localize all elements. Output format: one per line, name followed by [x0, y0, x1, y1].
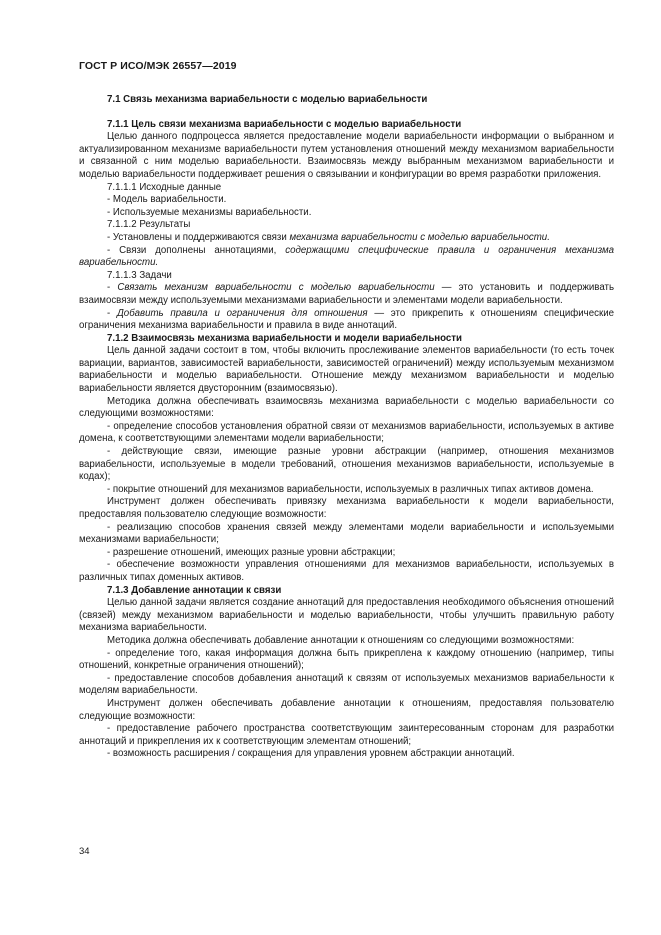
- standard-header: ГОСТ Р ИСО/МЭК 26557—2019: [79, 60, 237, 72]
- body-paragraph: Инструмент должен обеспечивать привязку механизма вариабельности к модели вариабельности, предоставляя пользователю следующие возможности:: [79, 496, 614, 520]
- document-body: [79, 94, 614, 761]
- body-paragraph: 7.1.1.2 Результаты: [107, 219, 191, 231]
- text-run: — это установить и поддерживать взаимосвязи между используемыми механизмами вариабельности и элементами модели вариабельности.: [79, 282, 614, 306]
- body-paragraph: - покрытие отношений для механизмов вариабельности, используемых в различных типах активов домена.: [107, 483, 594, 495]
- body-paragraph: - разрешение отношений, имеющих разные уровни абстракции;: [107, 546, 396, 558]
- subsection-heading: 7.1.1 Цель связи механизма вариабельности с моделью вариабельности: [107, 118, 462, 130]
- italic-text: содержащими специфические правила и ограничения механизма вариабельности.: [79, 244, 614, 269]
- body-paragraph: Инструмент должен обеспечивать добавление аннотации к отношениям, предоставляя пользователю следующие возможности:: [79, 697, 614, 722]
- body-paragraph: [79, 232, 614, 245]
- body-paragraph: - возможность расширения / сокращения для управления уровнем абстракции аннотаций.: [107, 748, 515, 760]
- body-paragraph: - определение способов установления обратной связи от механизмов вариабельности, используемых в активе домена, к соответствующими элементами модели вариабельности;: [79, 420, 614, 445]
- text-run: -: [107, 307, 117, 319]
- text-run: - Связи дополнены аннотациями,: [107, 244, 286, 256]
- body-paragraph: [79, 308, 614, 333]
- text-run: -: [107, 282, 118, 294]
- body-paragraph: - действующие связи, имеющие разные уровни абстракции (например, отношения механизмов вариабельности, используемые в модели требований, отношения механизмов вариабельности, используемые в кодах);: [79, 446, 614, 483]
- body-paragraph: Цель данной задачи состоит в том, чтобы включить прослеживание элементов вариабельности (то есть точек вариации, вариантов, зависимостей вариабельности, зависимостей ограничений) между используемым механизмом вариабельности и моделью вариабельности. Отношение между механизмом вариабельности и моделью вариабельности является двусторонним (взаимосвязью).: [79, 345, 614, 395]
- text-run: - Установлены и поддерживаются связи: [107, 231, 290, 243]
- body-paragraph: 7.1.1.1 Исходные данные: [107, 181, 222, 193]
- body-paragraph: - обеспечение возможности управления отношениями для механизмов вариабельности, используемых в различных типах доменных активов.: [79, 559, 614, 583]
- body-paragraph: [79, 282, 614, 307]
- page-number: 34: [79, 846, 90, 857]
- body-paragraph: - реализацию способов хранения связей между элементами модели вариабельности и используемыми механизмами вариабельности;: [79, 521, 614, 546]
- body-paragraph: - предоставление способов добавления аннотаций к связям от используемых механизмов вариабельности к моделям вариабельности.: [79, 672, 614, 697]
- italic-text: Связать механизм вариабельности с моделью вариабельности: [117, 282, 435, 294]
- body-paragraph: Методика должна обеспечивать добавление аннотации к отношениям со следующими возможностями:: [107, 634, 575, 646]
- text-run: — это прикрепить к отношениям специфические ограничения механизма вариабельности и правила в виде аннотаций.: [79, 307, 614, 332]
- body-paragraph: Целью данного подпроцесса является предоставление модели вариабельности информации о выбранном и актуализированном механизме вариабельности путем установления отношений между механизмом вариабельности и связанной с ним моделью вариабельности. Взаимосвязь между выбранным механизмом вариабельности и моделью вариабельности поддерживает решения о связывании и конфигурации во время разработки приложения.: [79, 131, 614, 180]
- italic-text: Добавить правила и ограничения для отношения: [116, 307, 368, 319]
- body-paragraph: - предоставление рабочего пространства соответствующим заинтересованным сторонам для разработки аннотаций и прикрепления их к соответствующим элементам отношений;: [79, 723, 614, 747]
- subsection-heading: 7.1.3 Добавление аннотации к связи: [107, 584, 282, 596]
- body-paragraph: - определение того, какая информация должна быть прикреплена к каждому отношению (например, типы отношений, конкретные ограничения отношений);: [79, 647, 614, 672]
- body-paragraph: [79, 245, 614, 270]
- body-paragraph: 7.1.1.3 Задачи: [107, 269, 172, 281]
- body-paragraph: Методика должна обеспечивать взаимосвязь механизма вариабельности с моделью вариабельности со следующими возможностями:: [79, 395, 614, 420]
- body-paragraph: Целью данной задачи является создание аннотаций для предоставления необходимого объяснения отношений (связей) между механизмом вариабельности и моделью вариабельности, чтобы улучшить правильную работу механизма вариабельности.: [79, 597, 614, 634]
- section-heading: 7.1 Связь механизма вариабельности с моделью вариабельности: [107, 94, 428, 105]
- body-paragraph: - Модель вариабельности.: [107, 194, 227, 206]
- italic-text: механизма вариабельности с моделью вариабельности.: [289, 231, 550, 243]
- body-paragraph: - Используемые механизмы вариабельности.: [107, 206, 312, 218]
- subsection-heading: 7.1.2 Взаимосвязь механизма вариабельности и модели вариабельности: [107, 332, 462, 344]
